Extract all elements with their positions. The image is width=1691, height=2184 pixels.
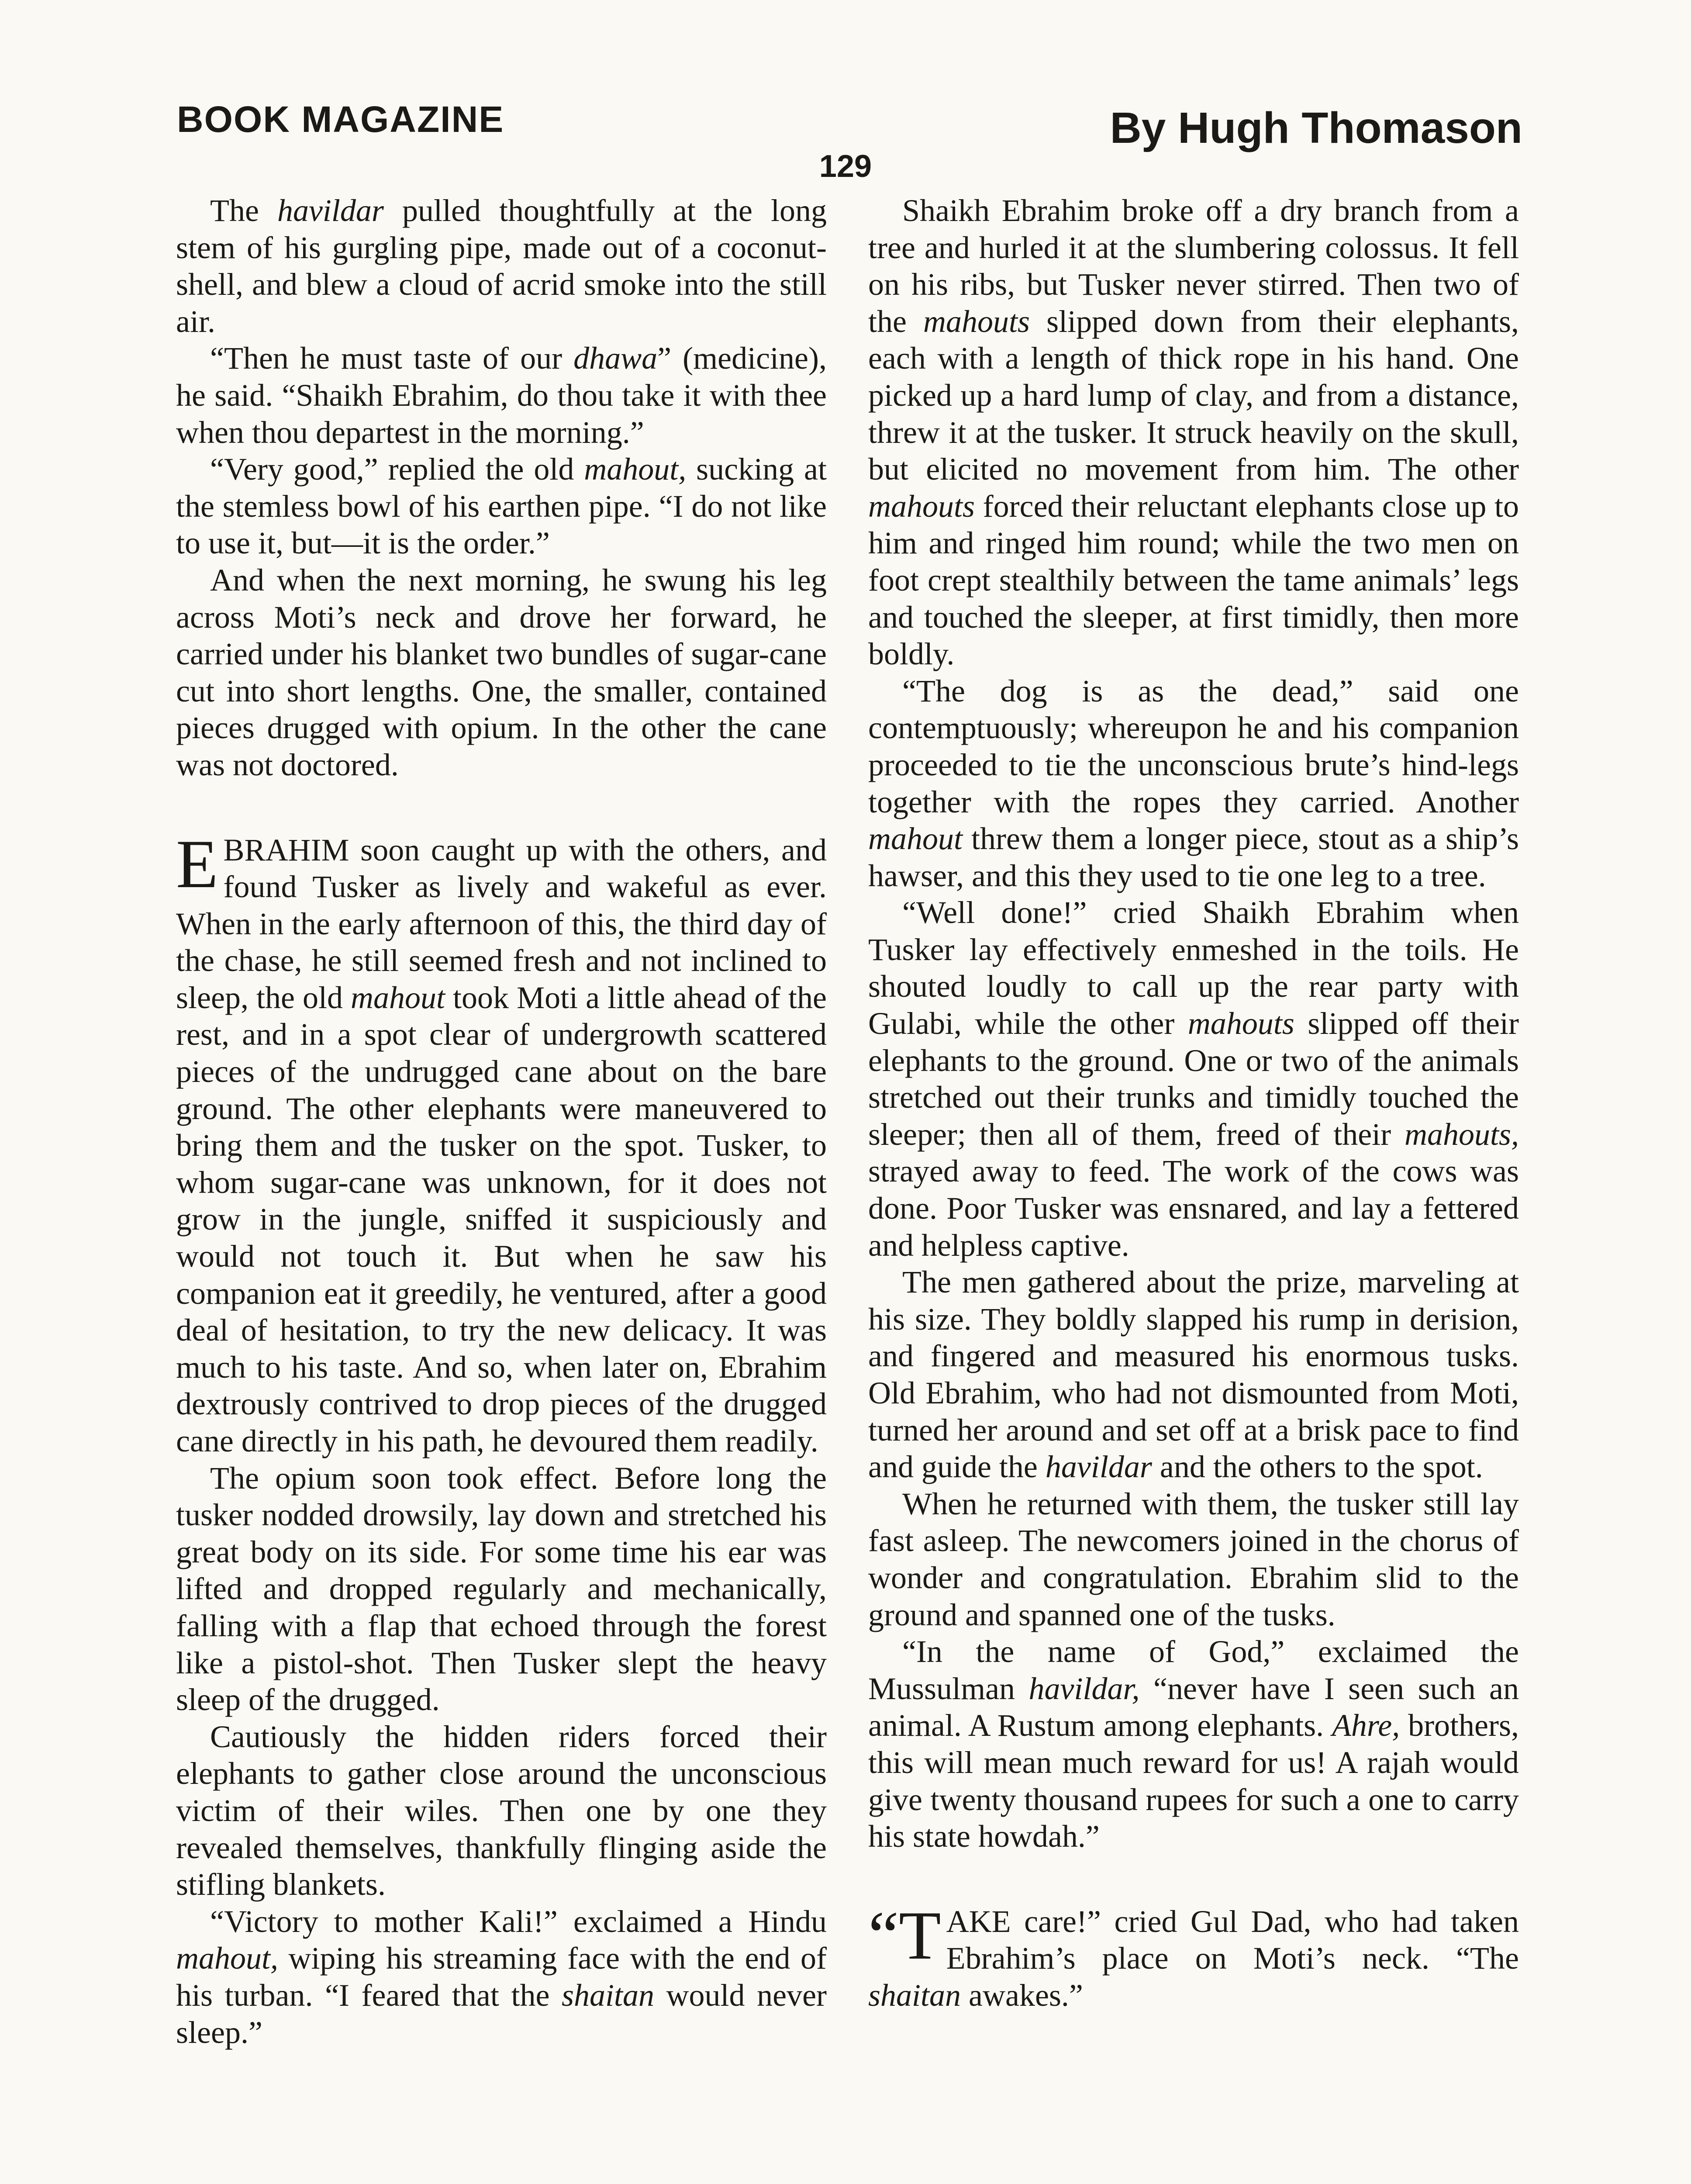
paragraph: “Then he must taste of our dhawa” (medicine), he said. “Shaikh Ebrahim, do thou take it with thee when thou departest in the morning.” [176,341,827,450]
paragraph: And when the next morning, he swung his leg across Moti’s neck and drove her forward, he carried under his blanket two bundles of sugar-cane cut into short lengths. One, the smaller, contained pieces drugged with opium. In the other the cane was not doctored. [176,562,827,782]
drop-cap: E [176,826,218,902]
left-column [176,192,827,2051]
drop-cap: “T [868,1897,941,1974]
paragraph: Cautiously the hidden riders forced their elephants to gather close around the unconscious victim of their wiles. Then one by one they revealed themselves, thankfully flinging aside the stifling blankets. [176,1719,827,1902]
paragraph: When he returned with them, the tusker still lay fast asleep. The newcomers joined in the chorus of wonder and congratulation. Ebrahim slid to the ground and spanned one of the tusks. [868,1486,1519,1632]
paragraph: “Very good,” replied the old mahout, sucking at the stemless bowl of his earthen pipe. “I do not like to use it, but—it is the order.” [176,452,827,561]
magazine-title: BOOK MAGAZINE [177,99,504,140]
paragraph: “Well done!” cried Shaikh Ebrahim when Tusker lay effectively enmeshed in the toils. He shouted loudly to call up the rear party with Gulabi, while the other mahouts slipped off their elephants to the ground. One or two of the animals stretched out their trunks and timidly touched the sleeper; then all of them, freed of their mahouts, strayed away to feed. The work of the cows was done. Poor Tusker was ensnared, and lay a fettered and helpless captive. [868,895,1519,1263]
paragraph: Shaikh Ebrahim broke off a dry branch from a tree and hurled it at the slumbering colossus. It fell on his ribs, but Tusker never stirred. Then two of the mahouts slipped down from their elephants, each with a length of thick rope in his hand. One picked up a hard lump of clay, and from a distance, threw it at the tusker. It struck heavily on the skull, but elicited no movement from him. The other mahouts forced their reluctant elephants close up to him and ringed him round; while the two men on foot crept stealthily between the tame animals’ legs and touched the sleeper, at first timidly, then more boldly. [868,193,1519,672]
page-number: 129 [819,149,872,184]
author-byline: By Hugh Thomason [1110,104,1522,152]
paragraph: The men gathered about the prize, marveling at his size. They boldly slapped his rump in derision, and fingered and measured his enormous tusks. Old Ebrahim, who had not dismounted from Moti, turned her around and set off at a brisk pace to find and guide the havildar and the others to the spot. [868,1265,1519,1485]
paragraph: “Victory to mother Kali!” exclaimed a Hindu mahout, wiping his streaming face with the end of his turban. “I feared that the shaitan would never sleep.” [176,1904,827,2050]
paragraph: The havildar pulled thoughtfully at the long stem of his gurgling pipe, made out of a coconut-shell, and blew a cloud of acrid smoke into the still air. [176,193,827,339]
paragraph: “In the name of God,” exclaimed the Mussulman havildar, “never have I seen such an animal. A Rustum among elephants. Ahre, brothers, this will mean much reward for us! A rajah would give twenty thousand rupees for such a one to carry his state howdah.” [868,1634,1519,1854]
section-break [176,784,827,832]
paragraph-dropcap: “TAKE care!” cried Gul Dad, who had taken Ebrahim’s place on Moti’s neck. “The shaitan awakes.” [868,1897,1519,2013]
right-column [868,192,1519,2014]
section-break [868,1855,1519,1903]
paragraph-dropcap: EBRAHIM soon caught up with the others, and found Tusker as lively and wakeful as ever. When in the early afternoon of this, the third day of the chase, he still seemed fresh and not inclined to sleep, the old mahout took Moti a little ahead of the rest, and in a spot clear of undergrowth scattered pieces of the undrugged cane about on the bare ground. The other elephants were maneuvered to bring them and the tusker on the spot. Tusker, to whom sugar-cane was unknown, for it does not grow in the jungle, sniffed it suspiciously and would not touch it. But when he saw his companion eat it greedily, he ventured, after a good deal of hesitation, to try the new delicacy. It was much to his taste. And so, when later on, Ebrahim dextrously contrived to drop pieces of the drugged cane directly in his path, he devoured them readily. [176,826,827,1458]
paragraph: The opium soon took effect. Before long the tusker nodded drowsily, lay down and stretched his great body on its side. For some time his ear was lifted and dropped regularly and mechanically, falling with a flap that echoed through the forest like a pistol-shot. Then Tusker slept the heavy sleep of the drugged. [176,1460,827,1717]
paragraph: “The dog is as the dead,” said one contemptuously; whereupon he and his companion proceeded to tie the unconscious brute’s hind-legs together with the ropes they carried. Another mahout threw them a longer piece, stout as a ship’s hawser, and this they used to tie one leg to a tree. [868,673,1519,893]
